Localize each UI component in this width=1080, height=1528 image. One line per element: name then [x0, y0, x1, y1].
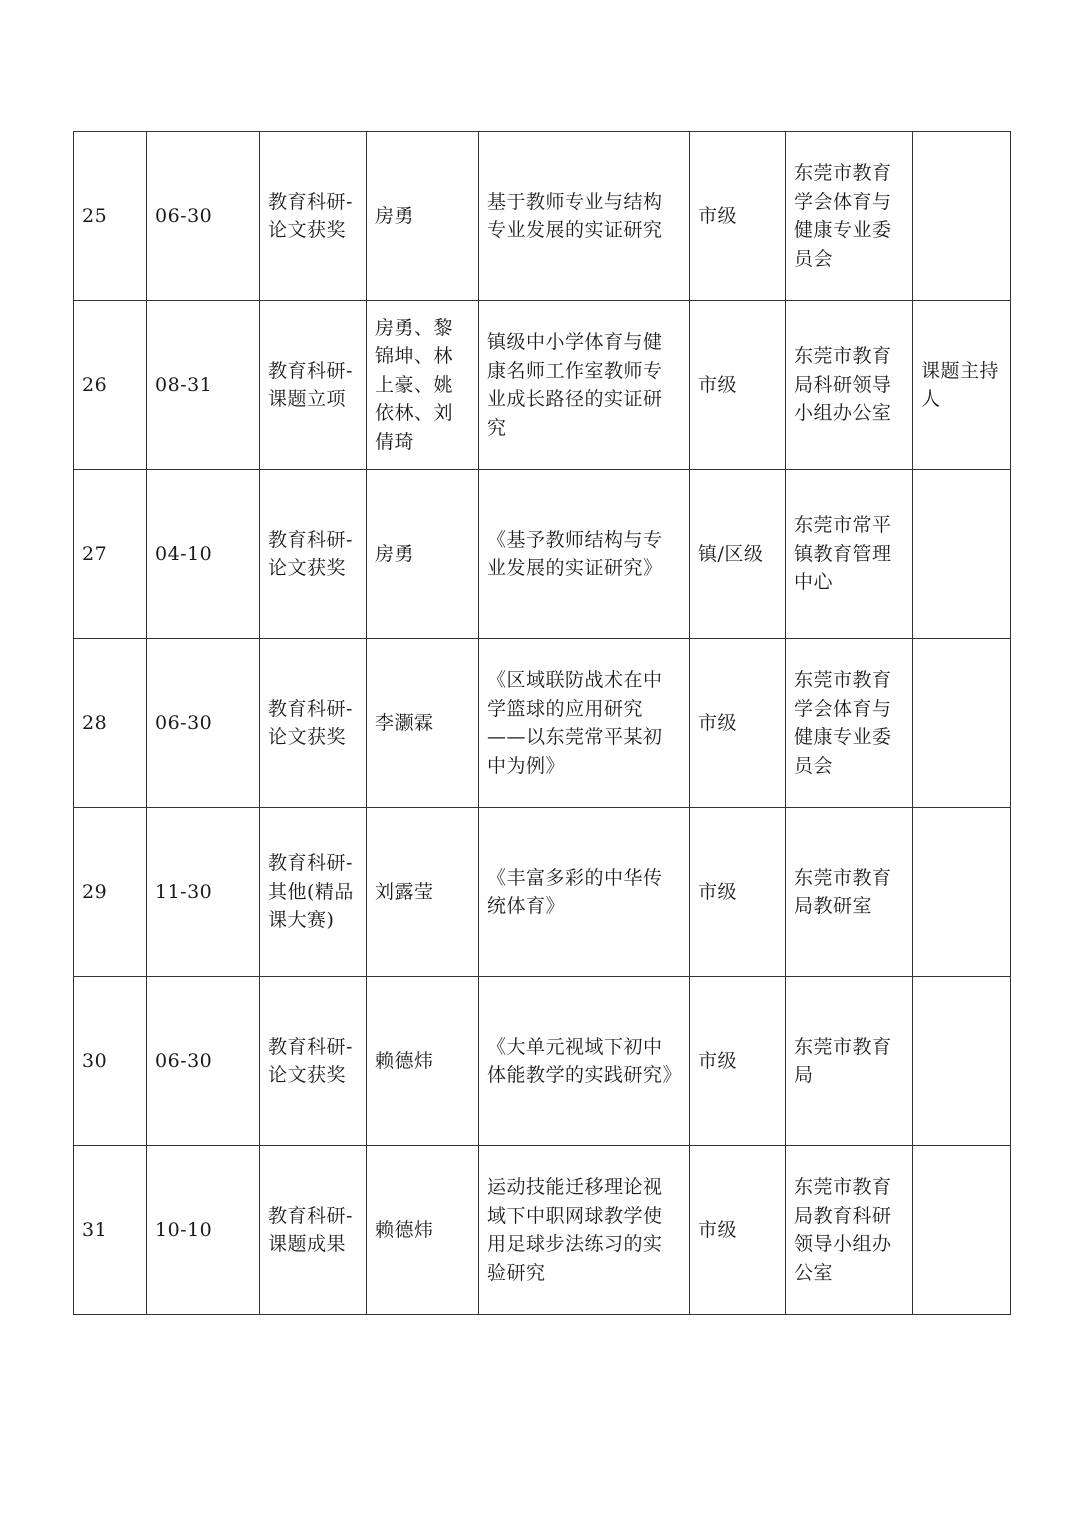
cell-person: 房勇 [367, 470, 479, 639]
table-row [74, 639, 1011, 808]
cell-date: 11-30 [147, 808, 260, 977]
cell-title: 运动技能迁移理论视域下中职网球教学使用足球步法练习的实验研究 [479, 1146, 690, 1315]
cell-person: 赖德炜 [367, 1146, 479, 1315]
cell-note [913, 1146, 1011, 1315]
cell-note [913, 639, 1011, 808]
cell-number: 28 [74, 639, 147, 808]
cell-number: 29 [74, 808, 147, 977]
cell-level: 市级 [690, 639, 786, 808]
cell-category: 教育科研-课题成果 [260, 1146, 367, 1315]
cell-date: 04-10 [147, 470, 260, 639]
cell-date: 06-30 [147, 132, 260, 301]
cell-number: 26 [74, 301, 147, 470]
cell-note [913, 132, 1011, 301]
cell-person: 赖德炜 [367, 977, 479, 1146]
cell-organization: 东莞市教育学会体育与健康专业委员会 [786, 639, 913, 808]
cell-person: 刘露莹 [367, 808, 479, 977]
cell-number: 30 [74, 977, 147, 1146]
cell-category: 教育科研-论文获奖 [260, 470, 367, 639]
cell-number: 31 [74, 1146, 147, 1315]
cell-level: 市级 [690, 1146, 786, 1315]
cell-title: 《基予教师结构与专业发展的实证研究》 [479, 470, 690, 639]
cell-organization: 东莞市教育局科研领导小组办公室 [786, 301, 913, 470]
cell-number: 27 [74, 470, 147, 639]
cell-number: 25 [74, 132, 147, 301]
cell-level: 市级 [690, 301, 786, 470]
cell-organization: 东莞市教育局教研室 [786, 808, 913, 977]
cell-category: 教育科研-论文获奖 [260, 977, 367, 1146]
cell-note [913, 977, 1011, 1146]
cell-organization: 东莞市教育局 [786, 977, 913, 1146]
cell-title: 基于教师专业与结构专业发展的实证研究 [479, 132, 690, 301]
cell-level: 市级 [690, 977, 786, 1146]
cell-title: 《大单元视域下初中体能教学的实践研究》 [479, 977, 690, 1146]
cell-category: 教育科研-论文获奖 [260, 132, 367, 301]
table-row [74, 301, 1011, 470]
cell-date: 10-10 [147, 1146, 260, 1315]
cell-note: 课题主持人 [913, 301, 1011, 470]
cell-title: 《丰富多彩的中华传统体育》 [479, 808, 690, 977]
cell-organization: 东莞市教育学会体育与健康专业委员会 [786, 132, 913, 301]
cell-organization: 东莞市教育局教育科研领导小组办公室 [786, 1146, 913, 1315]
cell-note [913, 470, 1011, 639]
cell-level: 市级 [690, 132, 786, 301]
cell-title: 镇级中小学体育与健康名师工作室教师专业成长路径的实证研究 [479, 301, 690, 470]
cell-person: 房勇、黎锦坤、林上豪、姚依林、刘倩琦 [367, 301, 479, 470]
table-row [74, 132, 1011, 301]
table-row [74, 1146, 1011, 1315]
cell-category: 教育科研-其他(精品课大赛) [260, 808, 367, 977]
cell-category: 教育科研-论文获奖 [260, 639, 367, 808]
table-body [74, 132, 1011, 1315]
cell-category: 教育科研-课题立项 [260, 301, 367, 470]
cell-date: 06-30 [147, 977, 260, 1146]
cell-date: 08-31 [147, 301, 260, 470]
awards-table [73, 131, 1011, 1315]
cell-level: 镇/区级 [690, 470, 786, 639]
cell-person: 房勇 [367, 132, 479, 301]
table-row [74, 977, 1011, 1146]
cell-level: 市级 [690, 808, 786, 977]
cell-date: 06-30 [147, 639, 260, 808]
cell-note [913, 808, 1011, 977]
table-row [74, 470, 1011, 639]
cell-organization: 东莞市常平镇教育管理中心 [786, 470, 913, 639]
cell-title: 《区域联防战术在中学篮球的应用研究——以东莞常平某初中为例》 [479, 639, 690, 808]
cell-person: 李灏霖 [367, 639, 479, 808]
table-row [74, 808, 1011, 977]
